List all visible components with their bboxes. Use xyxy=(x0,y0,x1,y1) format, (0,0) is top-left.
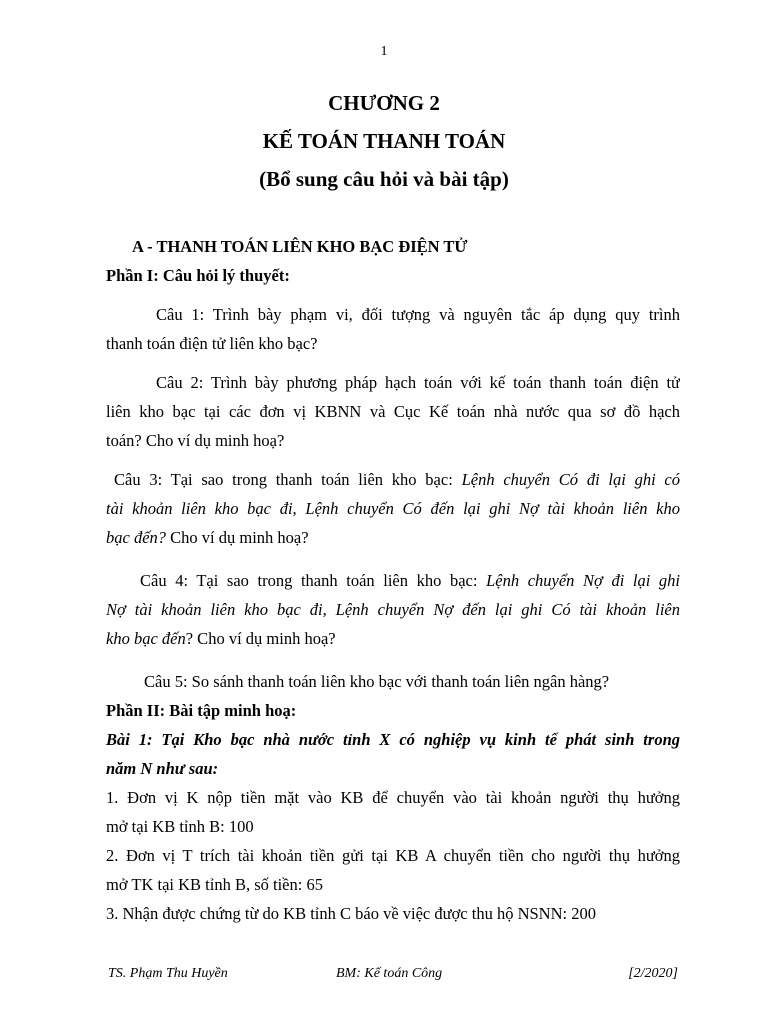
question-3-line-1: Câu 3: Tại sao trong thanh toán liên kho bạc: Lệnh chuyển Có đi lại ghi có xyxy=(114,470,680,489)
chapter-subtitle: (Bổ sung câu hỏi và bài tập) xyxy=(259,167,509,191)
question-5: Câu 5: So sánh thanh toán liên kho bạc với thanh toán liên ngân hàng? xyxy=(144,672,610,691)
exercise-1-line-1: Bài 1: Tại Kho bạc nhà nước tỉnh X có nghiệp vụ kinh tế phát sinh trong xyxy=(106,730,680,749)
question-1-line-2: thanh toán điện tử liên kho bạc? xyxy=(106,334,318,353)
footer-date: [2/2020] xyxy=(628,966,678,981)
item-2-line-1: 2. Đơn vị T trích tài khoản tiền gửi tại KB A chuyển tiền cho người thụ hưởng xyxy=(106,846,680,865)
question-3-line-2: tài khoản liên kho bạc đi, Lệnh chuyển Có đến lại ghi Nợ tài khoản liên kho xyxy=(106,499,680,518)
item-2-line-2: mở TK tại KB tỉnh B, số tiền: 65 xyxy=(106,875,323,894)
exercise-1-line-2: năm N như sau: xyxy=(106,759,219,778)
part1-heading: Phần I: Câu hỏi lý thuyết: xyxy=(106,266,290,285)
footer-department: BM: Kế toán Công xyxy=(336,966,443,981)
question-2-line-2: liên kho bạc tại các đơn vị KBNN và Cục Kế toán nhà nước qua sơ đồ hạch xyxy=(106,402,680,421)
page-number: 1 xyxy=(380,44,388,59)
question-4-line-2: Nợ tài khoản liên kho bạc đi, Lệnh chuyển Nợ đến lại ghi Có tài khoản liên xyxy=(106,600,680,619)
question-4-line-3: kho bạc đến? Cho ví dụ minh hoạ? xyxy=(106,629,336,648)
section-a-heading: A - THANH TOÁN LIÊN KHO BẠC ĐIỆN TỬ xyxy=(132,237,468,256)
part2-heading: Phần II: Bài tập minh hoạ: xyxy=(106,701,297,720)
question-1-line-1: Câu 1: Trình bày phạm vi, đối tượng và nguyên tắc áp dụng quy trình xyxy=(156,305,680,324)
chapter-heading: CHƯƠNG 2 xyxy=(328,91,440,115)
question-4-line-1: Câu 4: Tại sao trong thanh toán liên kho bạc: Lệnh chuyển Nợ đi lại ghi xyxy=(140,571,680,590)
question-3-line-3: bạc đến? Cho ví dụ minh hoạ? xyxy=(106,528,309,547)
page-footer xyxy=(108,960,678,982)
question-2-line-3: toán? Cho ví dụ minh hoạ? xyxy=(106,431,285,450)
footer-author: TS. Phạm Thu Huyền xyxy=(108,966,228,981)
item-1-line-1: 1. Đơn vị K nộp tiền mặt vào KB để chuyển vào tài khoản người thụ hưởng xyxy=(106,788,680,807)
item-3: 3. Nhận được chứng từ do KB tỉnh C báo về việc được thu hộ NSNN: 200 xyxy=(106,904,596,923)
chapter-title: KẾ TOÁN THANH TOÁN xyxy=(262,129,506,153)
item-1-line-2: mở tại KB tỉnh B: 100 xyxy=(106,817,254,836)
question-2-line-1: Câu 2: Trình bày phương pháp hạch toán với kế toán thanh toán điện tử xyxy=(156,373,680,392)
title-block xyxy=(0,84,768,198)
document-body xyxy=(106,232,680,928)
